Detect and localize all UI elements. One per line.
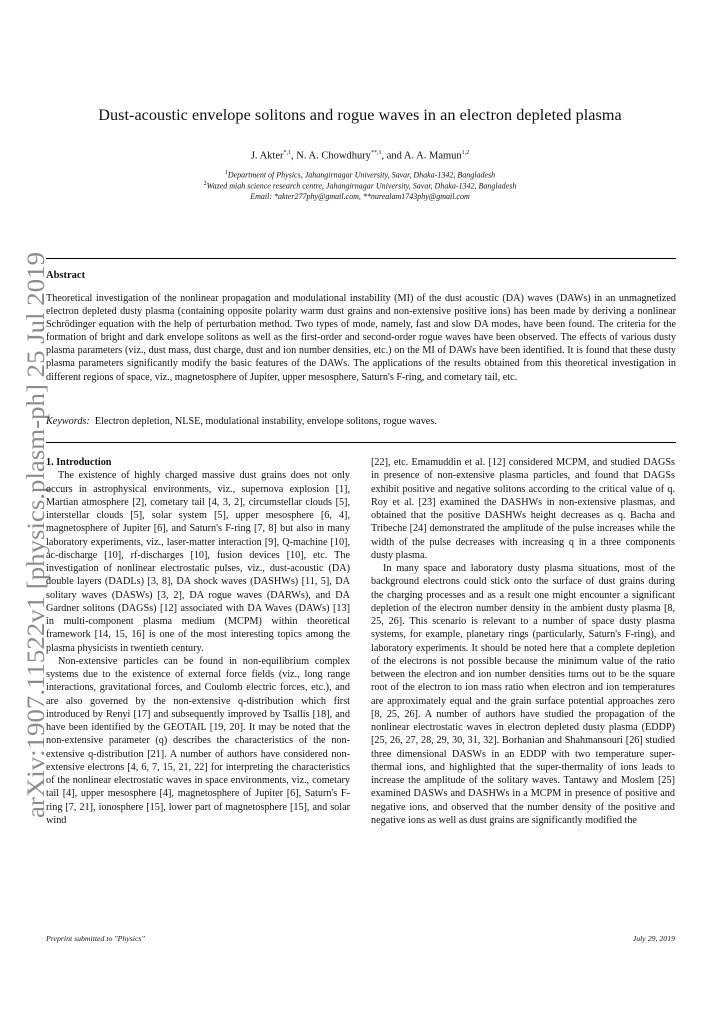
- keywords-label: Keywords:: [46, 416, 90, 427]
- section-heading: 1. Introduction: [46, 457, 112, 468]
- right-column: [371, 456, 675, 827]
- abstract-text: Theoretical investigation of the nonlinear propagation and modulational instability (MI) of the dust acoustic (DA) waves (DAWs) in an unmagnetized electron depleted dusty plasma (containing opposite polarity warm dust grains and non-extensive positive ions) has been made by deriving a nonlinear Schrödinger equation with the help of perturbation method. Two types of mode, namely, fast and slow DA modes, have been found. The criteria for the formation of bright and dark envelope solitons as well as the first-order and second-order rogue waves have been observed. The effects of various dusty plasma parameters (viz., dust mass, dust charge, dust and ion number densities, etc.) on the MI of DAWs have been identified. It is found that these dusty plasma parameters significantly modify the basic features of the DAWs. The applications of the results obtained from this theoretical investigation in different regions of space, viz., magnetosphere of Jupiter, upper mesosphere, Saturn's F-ring, and cometary tail, etc.: [46, 293, 676, 383]
- author-name: A. A. Mamun: [403, 150, 462, 162]
- affiliation-2: [0, 181, 720, 191]
- keywords: [46, 416, 676, 427]
- author-list: [0, 150, 720, 162]
- author-affiliation-mark: *,1: [283, 150, 292, 156]
- author-name: J. Akter: [250, 150, 284, 162]
- author-separator: , and: [381, 150, 404, 162]
- author-separator: ,: [291, 150, 297, 162]
- preprint-note: Preprint submitted to "Physics": [46, 934, 145, 943]
- abstract-heading: Abstract: [46, 270, 86, 281]
- abstract-top-rule: [46, 258, 676, 259]
- affiliation-number: 2: [203, 181, 207, 187]
- affiliation-text: Wazed miah science research centre, Jahangirnagar University, Savar, Dhaka-1342, Bangladesh: [206, 181, 517, 191]
- body-paragraph: The existence of highly charged massive dust grains does not only occurs in astrophysical environments, viz., supernova explosion [1], Martian atmosphere [2], cometary tail [4, 3, 2], circumstellar clouds [5], interstellar clouds [5], solar system [5], upper mesosphere [6, 4], magnetosphere of Jupiter [6], and Saturn's F-ring [7, 8] but also in many laboratory experiments, viz., laser-matter interaction [9], Q-machine [10], ac-discharge [10], rf-discharges [10], fusion devices [10], etc. The investigation of nonlinear electrostatic pulses, viz., dust-acoustic (DA) double layers (DADLs) [3, 8], DA shock waves (DASHWs) [11, 5], DA solitary waves (DASWs) [3, 2], DA rogue waves (DARWs), and DA Gardner solitons (DAGSs) [12] associated with DA Waves (DAWs) [13] in multi-component plasma medium (MCPM) within theoretical framework [14, 15, 16] is one of the most interesting topics among the plasma physicists in twentieth century.: [46, 470, 350, 654]
- left-column: [46, 456, 350, 827]
- body-paragraph: [22], etc. Emamuddin et al. [12] considered MCPM, and studied DAGSs in presence of non-extensive plasma particles, and found that DAGSs exhibit positive and negative solitons according to the critical value of q. Roy et al. [23] examined the DASHWs in non-extensive plasmas, and obtained that the positive DASHWs height decreases as q. Bacha and Tribeche [24] demonstrated the amplitude of the pulse increases while the width of the pulse decreases with increasing q in a three components dusty plasma.: [371, 457, 675, 561]
- body-paragraph: In many space and laboratory dusty plasma situations, most of the background electrons could stick onto the surface of dust grains during the charging processes and as a result one might encounter a significant depletion of the electron number density in the ambient dusty plasma [8, 25, 26]. This scenario is relevant to a number of space dusty plasma systems, for example, planetary rings (particularly, Saturn's F-ring), and laboratory experiments. It should be noted here that a complete depletion of the electrons is not possible because the minimum value of the ratio between the electron and ion number densities turns out to be the square root of the electron to ion mass ratio when electron and ion temperatures are approximately equal and the grain surface potential approaches zero [8, 25, 26]. A number of authors have studied the propagation of the nonlinear electrostatic waves in electron depleted dusty plasma (EDDP) [25, 26, 27, 28, 29, 30, 31, 32]. Borhanian and Shahmansouri [26] studied three dimensional DASWs in an EDDP with two temperature super-thermal ions, and highlighted that the super-thermality of ions leads to increase the amplitude of the solitary waves. Tantawy and Moslem [25] examined DASWs and DASHWs in a MCPM in presence of positive and negative ions, and observed that the number density of the positive and negative ions as well as dust grains are significantly modified the: [371, 563, 675, 826]
- paper-title: Dust-acoustic envelope solitons and rogue waves in an electron depleted plasma: [98, 106, 622, 124]
- keywords-text: Electron depletion, NLSE, modulational instability, envelope solitons, rogue waves.: [94, 416, 437, 427]
- arxiv-stamp-text: arXiv:1907.11522v1 [physics.plasm-ph] 25 Jul 2019: [23, 291, 50, 818]
- author-name: N. A. Chowdhury: [296, 150, 371, 162]
- abstract-bottom-rule: [46, 442, 676, 443]
- affiliation-1: [0, 170, 720, 180]
- footer-date: July 29, 2019: [632, 934, 675, 943]
- affiliation-number: 1: [224, 170, 228, 176]
- body-paragraph: Non-extensive particles can be found in non-equilibrium complex systems due to the existence of external force fields (viz., long range interactions, gravitational forces, and Coulomb electric forces, etc.), and are also governed by the non-extensive q-distribution which first introduced by Renyi [17] and subsequently improved by Tsallis [18], and have been identified by the GEOTAIL [19, 20]. It may be noted that the non-extensive parameter (q) describes the characteristics of the non-extensive q-distribution [21]. A number of authors have considered non-extensive electrons [4, 6, 7, 15, 21, 22] for interpreting the characteristics of the nonlinear electrostatic waves in space environments, viz., cometary tail [4], upper mesosphere [4], magnetosphere of Jupiter [6], Saturn's F-ring [7, 21], ionosphere [15], lower part of magnetosphere [15], and solar wind: [46, 655, 350, 826]
- affiliation-text: Department of Physics, Jahangirnagar University, Savar, Dhaka-1342, Bangladesh: [227, 170, 496, 180]
- author-affiliation-mark: **,1: [370, 150, 382, 156]
- author-email: Email: *akter277phy@gmail.com, **nurealam1743phy@gmail.com: [250, 192, 470, 201]
- author-affiliation-mark: 1,2: [461, 150, 470, 156]
